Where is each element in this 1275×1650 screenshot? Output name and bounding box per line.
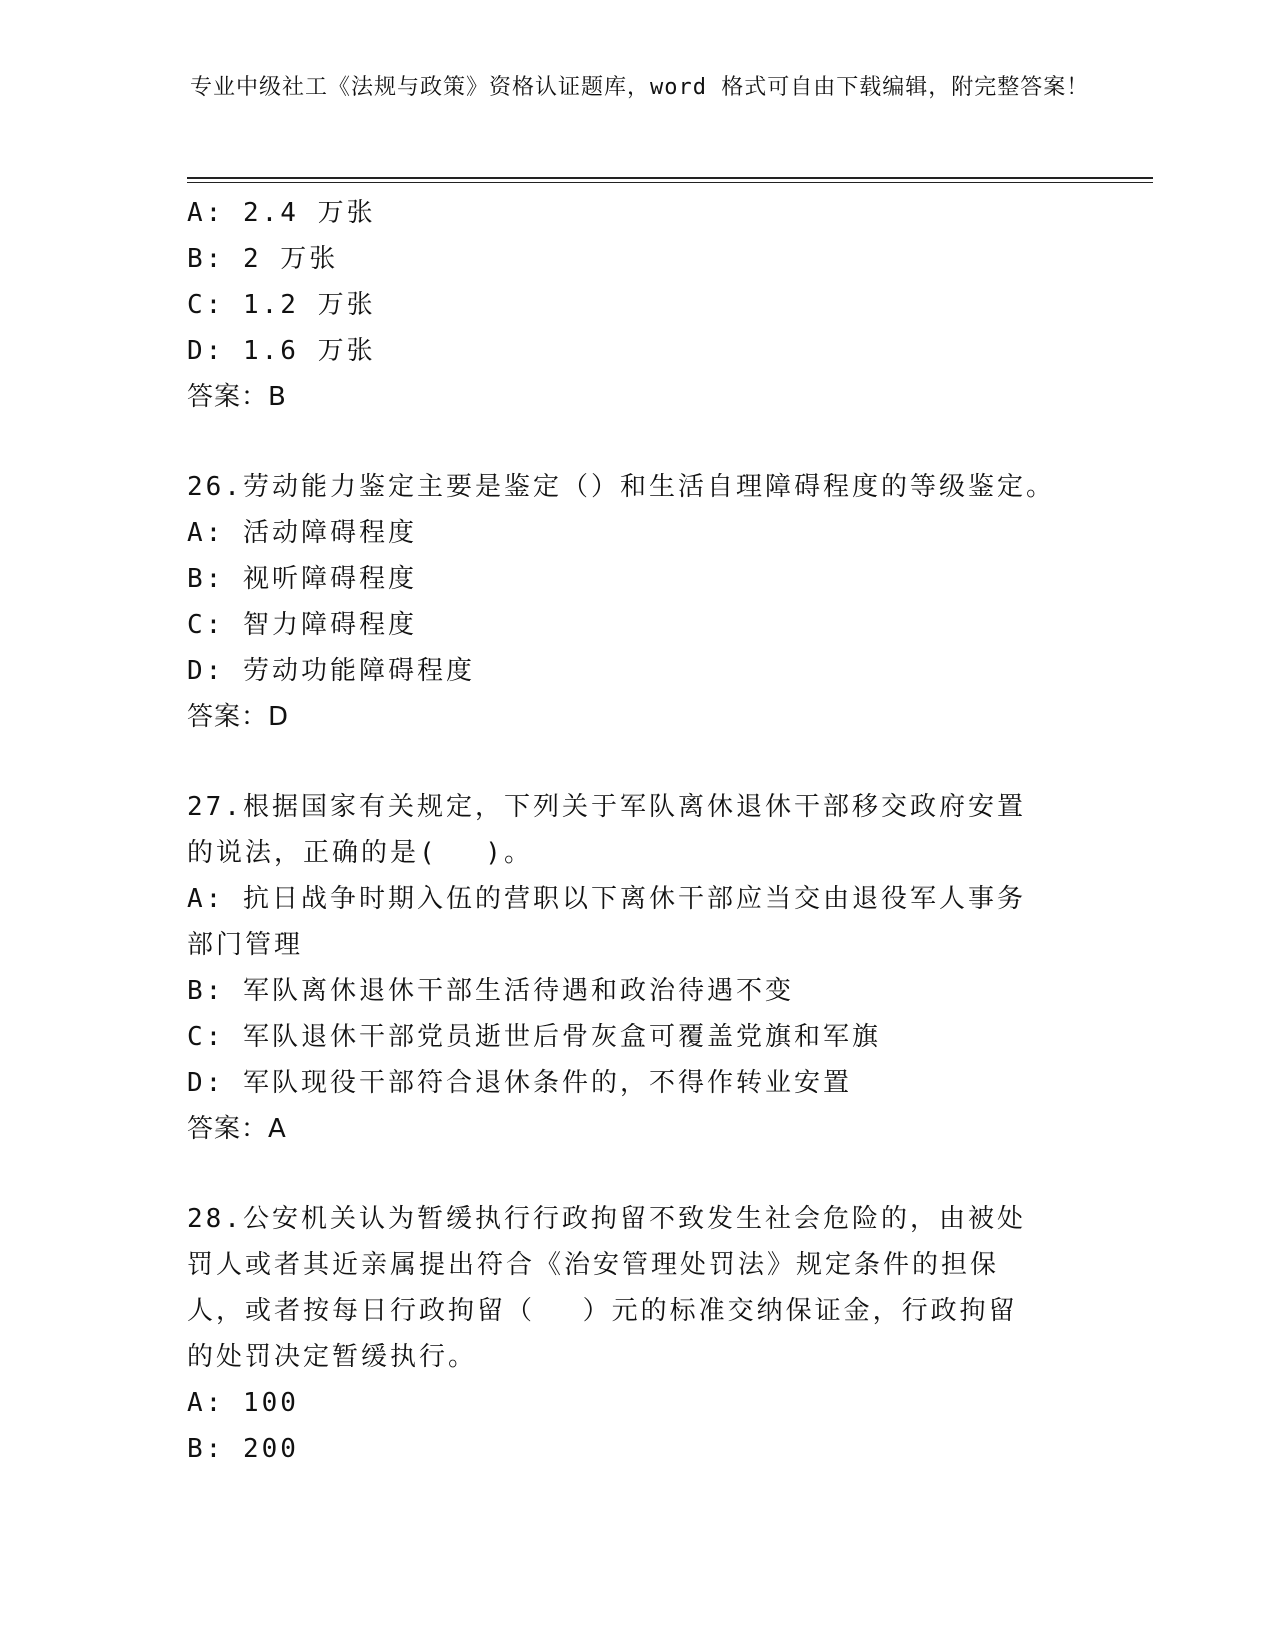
option-b: B: 200 [187,1434,299,1464]
question-list [187,190,1087,1472]
question-25 [187,190,1087,420]
spacer [187,1152,1087,1196]
option-d: D: 1.6 万张 [187,336,376,366]
option-d: D: 劳动功能障碍程度 [187,656,475,686]
question-26 [187,464,1087,740]
spacer [187,740,1087,784]
question-stem: 26.劳动能力鉴定主要是鉴定（）和生活自理障碍程度的等级鉴定。 [187,472,1055,502]
option-a: A: 活动障碍程度 [187,518,417,548]
answer-label: 答案：D [187,702,290,732]
header-divider-thin [187,182,1153,183]
option-b: B: 视听障碍程度 [187,564,417,594]
option-b: B: 2 万张 [187,244,339,274]
option-a: A: 100 [187,1388,299,1418]
option-c: C: 智力障碍程度 [187,610,417,640]
question-stem: 28.公安机关认为暂缓执行行政拘留不致发生社会危险的，由被处罚人或者其近亲属提出符合《治安管理处罚法》规定条件的担保人，或者按每日行政拘留（ ）元的标准交纳保证金，行政拘留的处罚决定暂缓执行。 [187,1204,1026,1372]
document-header: 专业中级社工《法规与政策》资格认证题库，word 格式可自由下载编辑，附完整答案！ [190,75,1090,100]
spacer [187,420,1087,464]
answer-label: 答案：B [187,382,287,412]
question-28 [187,1196,1087,1472]
answer-label: 答案：A [187,1114,287,1144]
header-divider-thick [187,177,1153,179]
option-b: B: 军队离休退休干部生活待遇和政治待遇不变 [187,976,794,1006]
question-stem: 27.根据国家有关规定，下列关于军队离休退休干部移交政府安置的说法，正确的是( )。 [187,792,1026,868]
option-a: A: 2.4 万张 [187,198,376,228]
option-c: C: 军队退休干部党员逝世后骨灰盒可覆盖党旗和军旗 [187,1022,881,1052]
option-a: A: 抗日战争时期入伍的营职以下离休干部应当交由退役军人事务部门管理 [187,884,1026,960]
question-27 [187,784,1087,1152]
option-d: D: 军队现役干部符合退休条件的，不得作转业安置 [187,1068,852,1098]
option-c: C: 1.2 万张 [187,290,376,320]
